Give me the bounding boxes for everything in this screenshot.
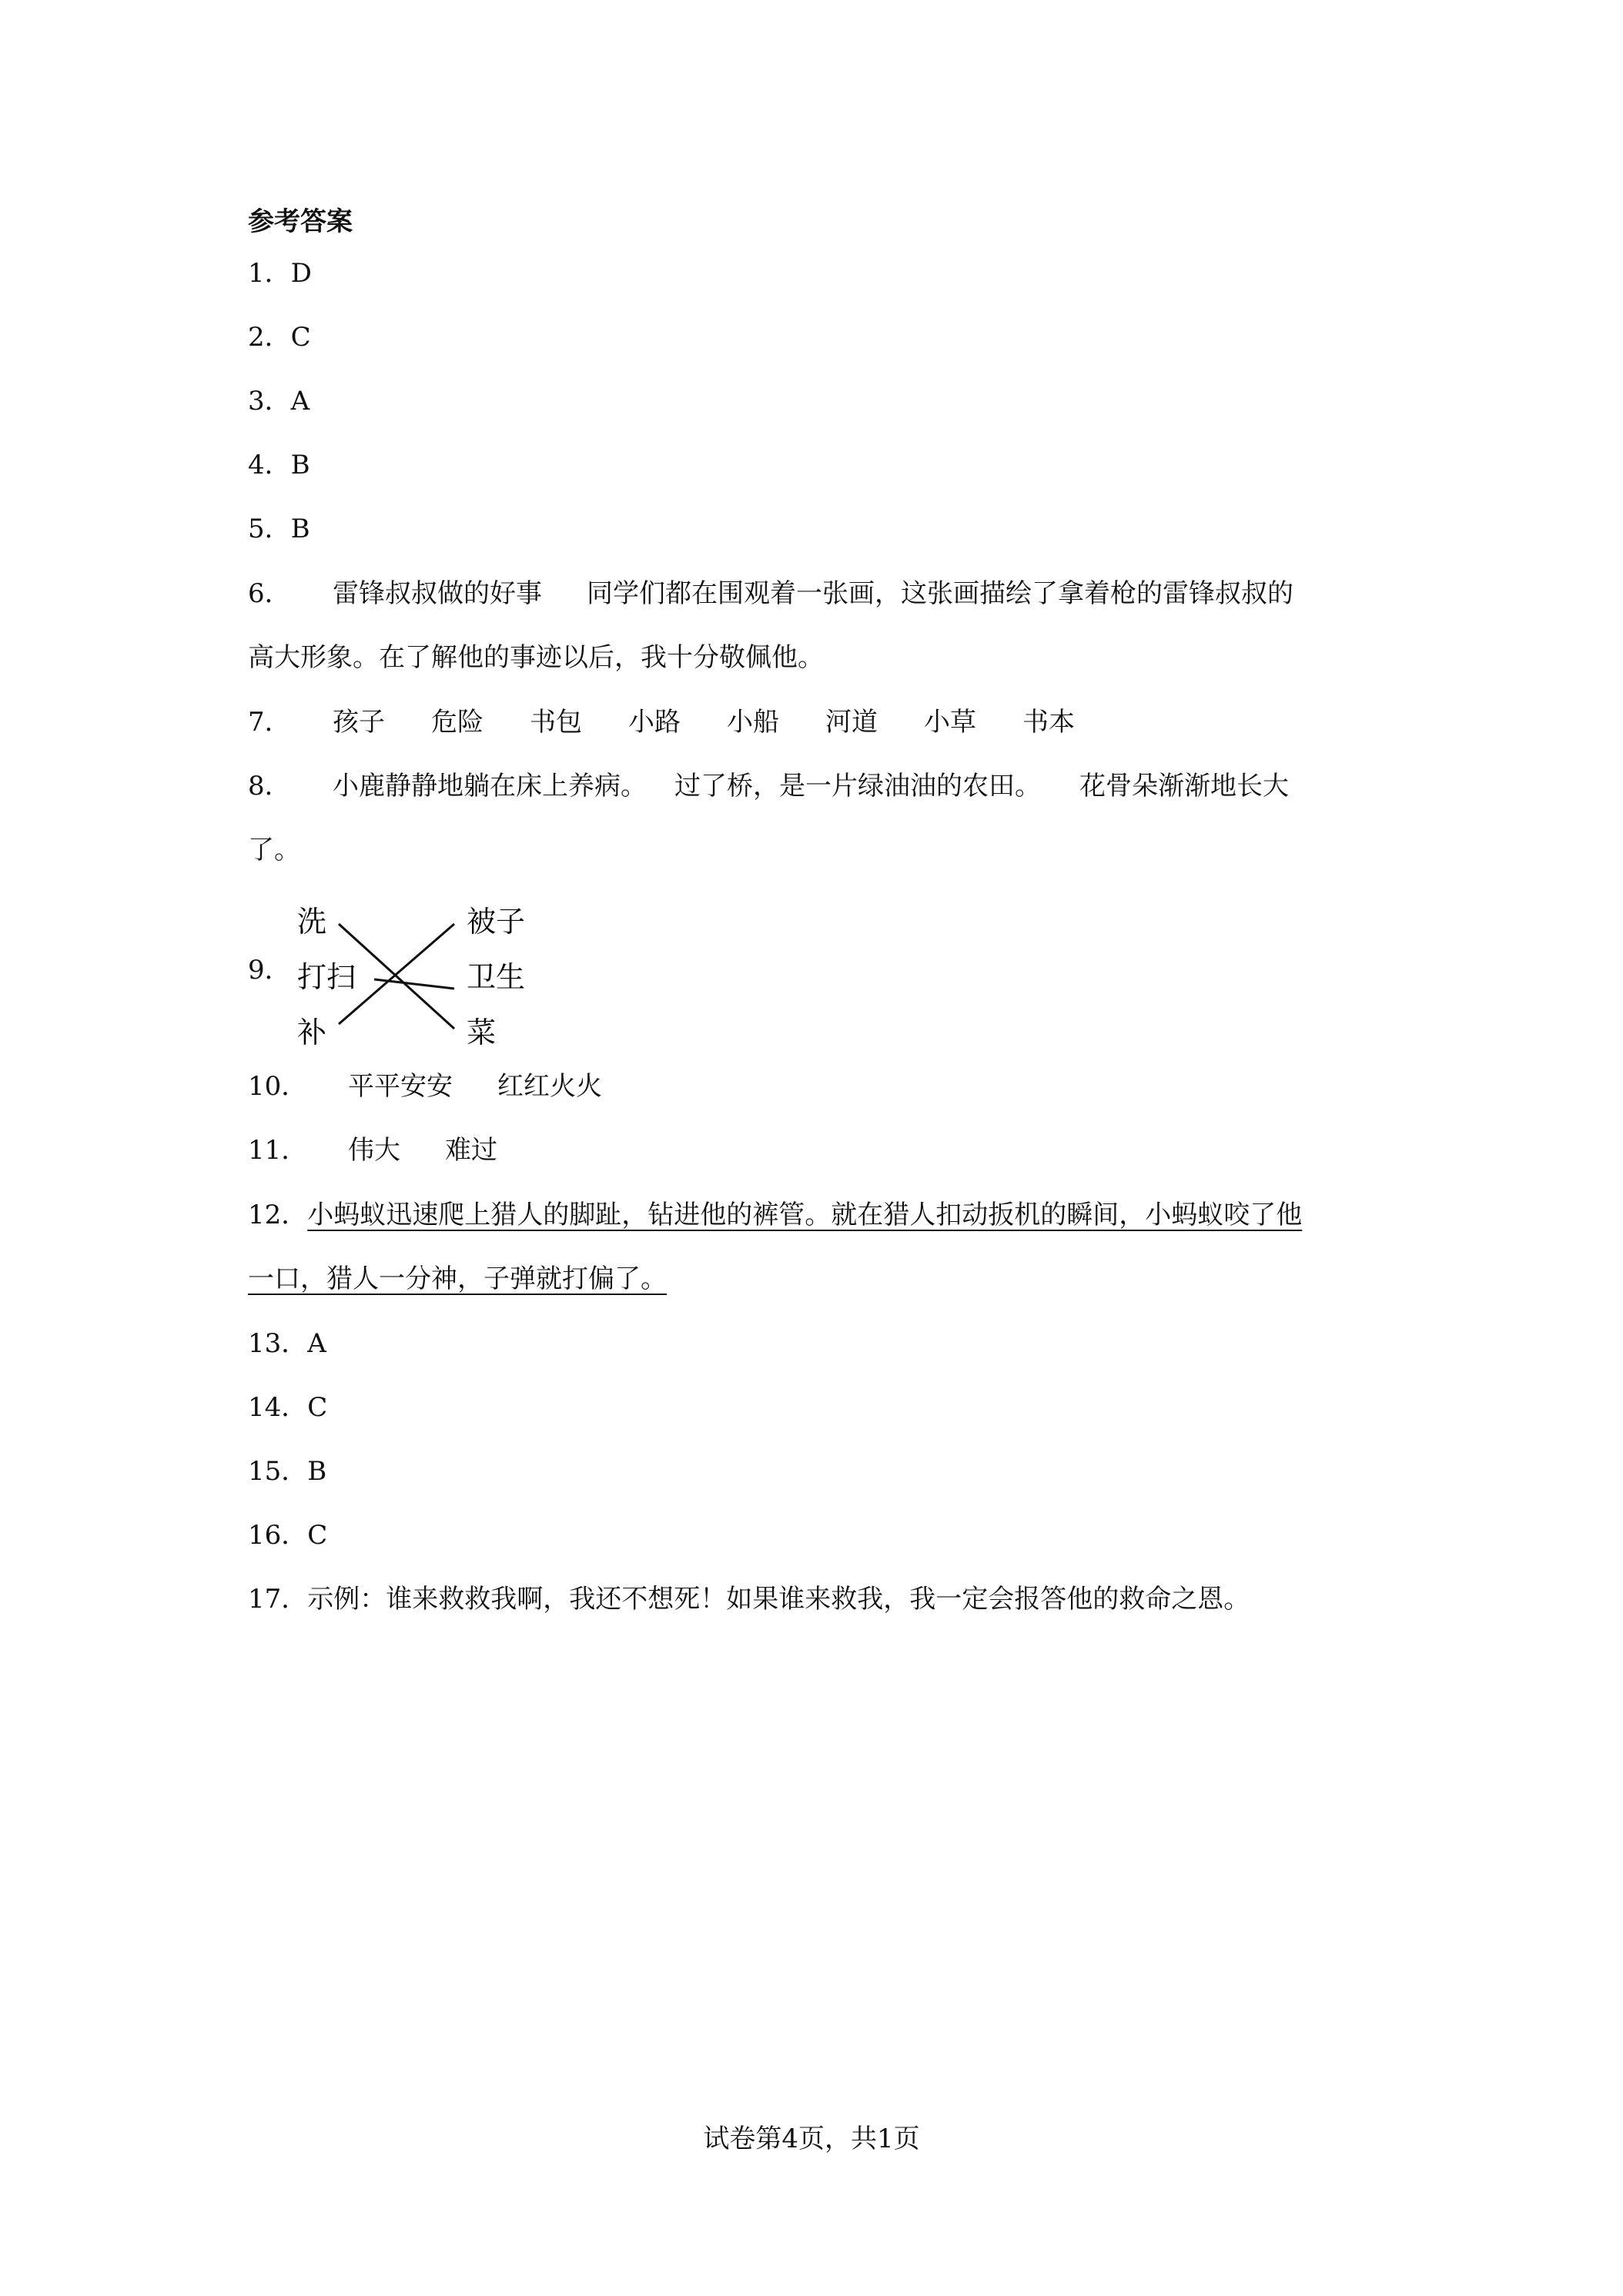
answer-7-word: 小草 [924,707,976,738]
answer-10-word: 红红火火 [497,1071,602,1102]
answer-text: C [307,1520,328,1551]
answer-6-continuation: 高大形象。在了解他的事迹以后，我十分敬佩他。 [248,642,824,673]
answer-text: A [290,386,310,417]
answer-number: 5． [248,514,291,544]
answer-number: 2． [248,322,291,353]
answer-7-word: 小路 [628,707,681,738]
answer-number: 6． [248,578,291,609]
answer-7-word: 小船 [727,707,779,738]
answer-text: B [290,450,310,480]
answer-number: 14． [248,1392,308,1423]
left-word-wash: 洗 [297,905,327,939]
right-word-vegetables: 菜 [467,1016,497,1046]
answer-number: 16． [248,1520,308,1551]
answer-11 [248,1135,1387,1166]
answer-text: C [290,322,311,353]
answer-number: 8． [248,771,291,802]
answer-number: 3． [248,386,291,417]
answer-15 [248,1456,1387,1487]
answer-number: 13． [248,1328,308,1359]
answer-12-text: 小蚂蚁迅速爬上猎人的脚趾，钻进他的裤管。就在猎人扣动扳机的瞬间，小蚂蚁咬了他 [307,1200,1303,1230]
answer-6-part2: 同学们都在围观着一张画，这张画描绘了拿着枪的雷锋叔叔的 [587,578,1293,609]
answer-7-word: 孩子 [333,707,385,738]
answer-number: 7． [248,707,291,738]
matching-diagram [291,892,545,1046]
left-word-mend: 补 [297,1016,327,1046]
answer-11-word: 难过 [445,1135,497,1166]
answer-text: D [290,258,312,289]
answer-16 [248,1520,1387,1551]
answer-3 [248,386,1387,417]
answer-17 [248,1584,1387,1615]
answer-text: B [307,1456,327,1487]
answer-1 [248,258,1387,289]
answer-6 [248,578,1387,609]
answer-12-continuation [248,1263,1387,1294]
answer-text: B [290,514,310,544]
answer-8-continuation: 了。 [248,835,300,865]
answer-10 [248,1071,1387,1102]
answer-number: 1． [248,258,291,289]
right-word-hygiene: 卫生 [467,960,526,994]
answer-11-word: 伟大 [348,1135,400,1166]
left-word-sweep: 打扫 [297,960,356,994]
answer-7-word: 危险 [431,707,484,738]
answer-7-word: 书本 [1022,707,1075,738]
answer-number: 11． [248,1135,308,1166]
page-footer: 试卷第4页，共1页 [703,2124,920,2154]
answer-7-word: 河道 [825,707,878,738]
page-heading: 参考答案 [248,206,353,237]
answer-12-cont-text: 一口，猎人一分神，子弹就打偏了。 [248,1263,667,1294]
answer-8-part3: 花骨朵渐渐地长大 [1079,771,1289,802]
answer-text: 示例：谁来救救我啊，我还不想死！如果谁来救我，我一定会报答他的救命之恩。 [307,1584,1250,1615]
answer-14 [248,1392,1387,1423]
answer-number: 12． [248,1200,308,1230]
answer-8 [248,771,1387,802]
answer-text: A [307,1328,326,1359]
answer-number: 4． [248,450,291,480]
answer-10-word: 平平安安 [348,1071,453,1102]
answer-number: 17． [248,1584,308,1615]
answer-7-word: 书包 [530,707,582,738]
answer-13 [248,1328,1387,1359]
right-word-quilt: 被子 [467,905,526,939]
answer-6-part1: 雷锋叔叔做的好事 [333,578,542,609]
answer-text: C [307,1392,328,1423]
answer-4 [248,450,1387,480]
answer-number: 9． [248,955,291,986]
answer-number: 10． [248,1071,308,1102]
answer-8-part1: 小鹿静静地躺在床上养病。 [333,771,647,802]
answer-12 [248,1200,1387,1230]
answer-5 [248,514,1387,544]
answer-7 [248,707,1387,738]
answer-number: 15． [248,1456,308,1487]
answer-8-part2: 过了桥，是一片绿油油的农田。 [674,771,1041,802]
answer-2 [248,322,1387,353]
